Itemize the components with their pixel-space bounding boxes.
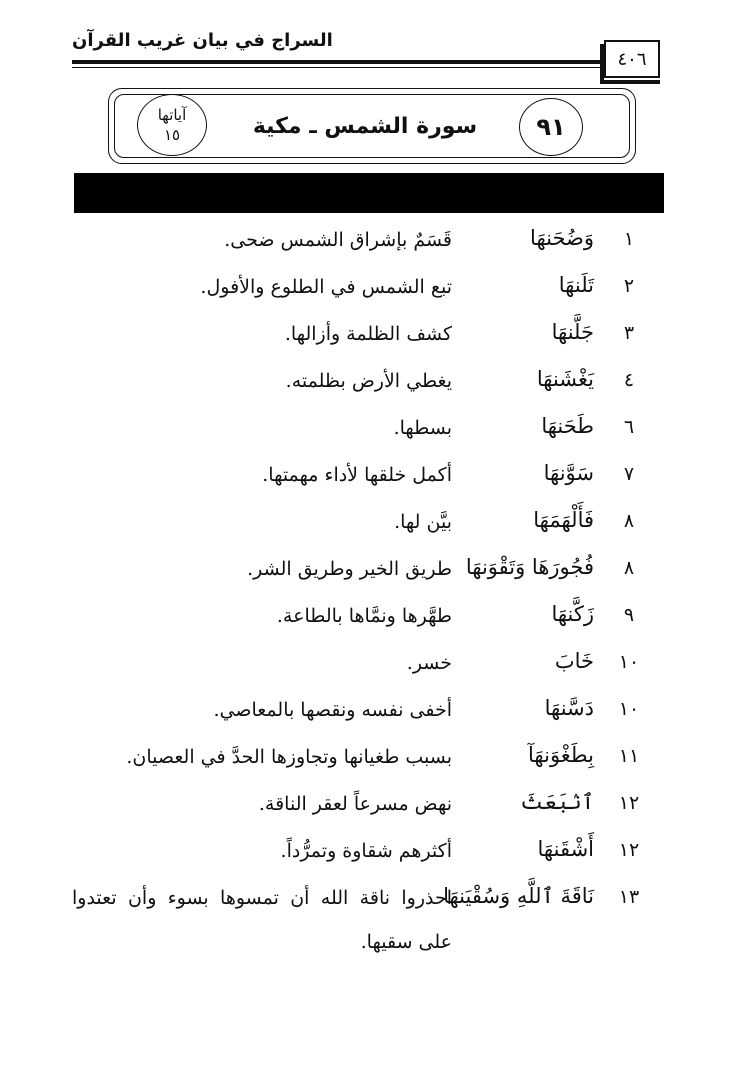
quran-word: سَوَّنهَا xyxy=(543,461,594,485)
glossary-entry xyxy=(72,594,652,641)
word-meaning: بسبب طغيانها وتجاوزها الحدَّ في العصيان. xyxy=(126,746,452,768)
verses-label: آياتها xyxy=(157,106,187,124)
quran-word: فُجُورَهَا وَتَقْوَنهَا xyxy=(465,555,594,579)
page-number: ٤٠٦ xyxy=(604,40,660,78)
quran-word: خَابَ xyxy=(554,649,594,673)
quran-word: طَحَنهَا xyxy=(541,414,594,438)
verses-count: ١٥ xyxy=(163,126,181,144)
running-title: السراج في بيان غريب القرآن xyxy=(72,30,333,51)
word-meaning: أكثرهم شقاوة وتمرُّداً. xyxy=(280,840,452,862)
word-meaning: خسر. xyxy=(406,652,452,674)
verse-number: ٧ xyxy=(623,463,635,485)
glossary-list xyxy=(72,218,652,972)
glossary-entry xyxy=(72,782,652,829)
glossary-entry xyxy=(72,359,652,406)
black-separator-bar xyxy=(74,173,664,213)
quran-word: نَاقَةَ ٱللَّهِ وَسُقْيَنهَا xyxy=(443,884,594,908)
quran-word: جَلَّنهَا xyxy=(551,320,594,344)
glossary-entry xyxy=(72,500,652,547)
glossary-entry xyxy=(72,312,652,359)
verse-number: ١٠ xyxy=(618,651,640,673)
word-meaning: كشف الظلمة وأزالها. xyxy=(284,323,452,345)
verses-count-badge xyxy=(137,94,207,156)
glossary-entry xyxy=(72,265,652,312)
surah-number-badge: ٩١ xyxy=(519,98,583,156)
quran-word: فَأَلْهَمَهَا xyxy=(533,508,594,532)
quran-word: يَغْشَنهَا xyxy=(536,367,594,391)
glossary-entry xyxy=(72,876,652,972)
verse-number: ١٢ xyxy=(618,792,640,814)
quran-word: بِطَغْوَنهَآ xyxy=(528,743,594,767)
glossary-entry xyxy=(72,688,652,735)
header-rule-thick xyxy=(72,60,604,64)
verse-number: ١٢ xyxy=(618,839,640,861)
glossary-entry xyxy=(72,547,652,594)
glossary-entry xyxy=(72,218,652,265)
glossary-entry xyxy=(72,829,652,876)
verse-number: ٣ xyxy=(623,322,635,344)
word-meaning: قَسَمٌ بإشراق الشمس ضحى. xyxy=(224,229,452,251)
word-meaning: تبع الشمس في الطلوع والأفول. xyxy=(200,276,452,298)
verse-number: ٢ xyxy=(623,275,635,297)
glossary-entry xyxy=(72,453,652,500)
quran-word: ٱنۢبَعَثَ xyxy=(520,790,594,814)
verse-number: ٤ xyxy=(623,369,635,391)
quran-word: أَشْقَنهَا xyxy=(537,837,594,861)
word-meaning: نهض مسرعاً لعقر الناقة. xyxy=(258,793,452,815)
verse-number: ٨ xyxy=(623,557,635,579)
word-meaning: يغطي الأرض بظلمته. xyxy=(285,370,452,392)
glossary-entry xyxy=(72,735,652,782)
word-meaning: طهَّرها ونمَّاها بالطاعة. xyxy=(276,605,452,627)
word-meaning: بيَّن لها. xyxy=(394,511,452,533)
surah-title: سورة الشمس ـ مكية xyxy=(252,114,478,139)
quran-word: تَلَنهَا xyxy=(558,273,594,297)
header-rule-thin xyxy=(72,67,604,68)
verse-number: ١٠ xyxy=(618,698,640,720)
word-meaning: طريق الخير وطريق الشر. xyxy=(247,558,452,580)
verse-number: ١ xyxy=(623,228,635,250)
word-meaning: أكمل خلقها لأداء مهمتها. xyxy=(262,464,452,486)
quran-word: زَكَّنهَا xyxy=(551,602,594,626)
word-meaning: أخفى نفسه ونقصها بالمعاصي. xyxy=(213,699,452,721)
glossary-entry xyxy=(72,641,652,688)
verse-number: ١١ xyxy=(618,745,640,767)
verse-number: ٩ xyxy=(623,604,635,626)
glossary-entry xyxy=(72,406,652,453)
word-meaning: احذروا ناقة الله أن تمسوها بسوء وأن تعتدوا على سقيها. xyxy=(72,887,452,953)
quran-word: وَضُحَنهَا xyxy=(530,226,594,250)
word-meaning: بسطها. xyxy=(393,417,452,439)
verse-number: ٦ xyxy=(623,416,635,438)
verse-number: ١٣ xyxy=(618,886,640,908)
verse-number: ٨ xyxy=(623,510,635,532)
quran-word: دَسَّنهَا xyxy=(544,696,594,720)
